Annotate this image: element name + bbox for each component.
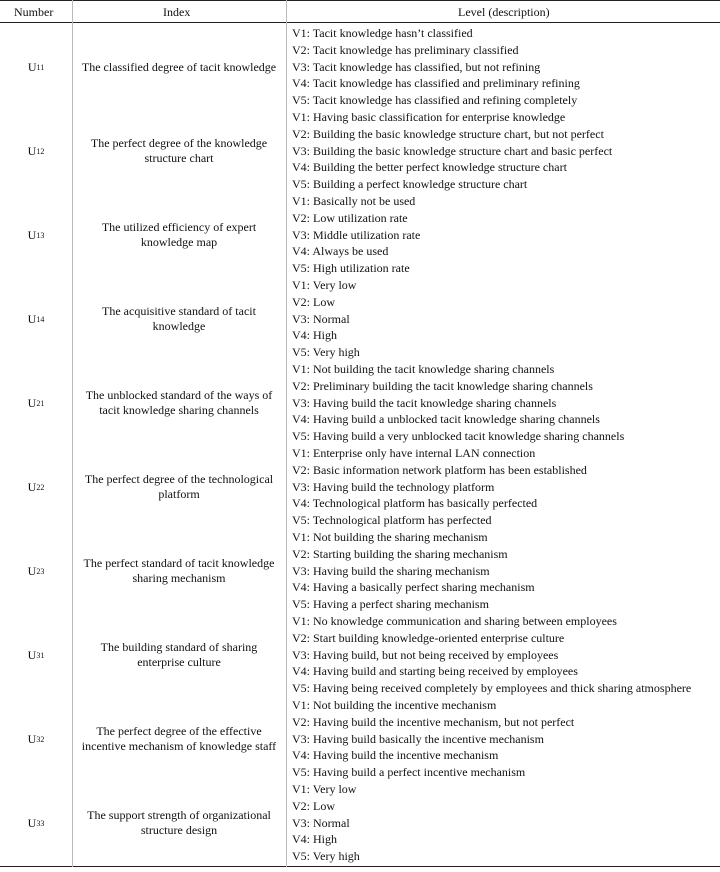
table-top-rule bbox=[0, 0, 720, 1]
row-number bbox=[0, 109, 72, 193]
header-index: Index bbox=[163, 5, 191, 19]
row-number-code: U bbox=[27, 647, 37, 662]
level-item: V3: Having build the sharing mechanism bbox=[292, 563, 490, 578]
row-number bbox=[0, 529, 72, 613]
level-item: V3: Building the basic knowledge structure chart and basic perfect bbox=[292, 143, 613, 158]
row-index: The acquisitive standard of tacit knowledge bbox=[102, 304, 256, 333]
level-list bbox=[292, 25, 718, 109]
row-number-code: U bbox=[27, 815, 37, 830]
row-number-subscript: 32 bbox=[36, 734, 45, 744]
table-row bbox=[0, 361, 720, 445]
table-header-rule bbox=[0, 22, 720, 23]
row-number-code: U bbox=[27, 311, 37, 326]
level-item: V3: Having build basically the incentive mechanism bbox=[292, 731, 544, 746]
level-item: V1: Enterprise only have internal LAN connection bbox=[292, 446, 536, 460]
level-item: V1: No knowledge communication and sharing between employees bbox=[292, 614, 617, 628]
table-row bbox=[0, 529, 720, 613]
level-item: V3: Having build the technology platform bbox=[292, 479, 495, 494]
level-item: V1: Very low bbox=[292, 278, 357, 292]
level-list bbox=[292, 277, 718, 361]
table-row bbox=[0, 445, 720, 529]
level-item: V4: Always be used bbox=[292, 244, 389, 259]
level-item: V2: Start building knowledge-oriented enterprise culture bbox=[292, 630, 565, 645]
level-item: V1: Having basic classification for enterprise knowledge bbox=[292, 110, 566, 124]
row-number bbox=[0, 361, 72, 445]
row-index: The classified degree of tacit knowledge bbox=[81, 59, 277, 74]
level-item: V3: Middle utilization rate bbox=[292, 227, 421, 242]
level-item: V2: Building the basic knowledge structure chart, but not perfect bbox=[292, 126, 604, 141]
header-number: Number bbox=[14, 5, 54, 19]
row-number-code: U bbox=[27, 479, 37, 494]
level-item: V4: Having build and starting being received by employees bbox=[292, 664, 578, 679]
level-item: V4: Having build the incentive mechanism bbox=[292, 748, 499, 763]
row-number bbox=[0, 781, 72, 865]
level-item: V5: Tacit knowledge has classified and refining completely bbox=[292, 93, 578, 108]
row-number bbox=[0, 445, 72, 529]
row-index: The perfect standard of tacit knowledge sharing mechanism bbox=[83, 556, 275, 585]
row-number bbox=[0, 613, 72, 697]
level-item: V3: Tacit knowledge has classified, but not refining bbox=[292, 59, 541, 74]
level-item: V5: Very high bbox=[292, 849, 360, 864]
table-row bbox=[0, 277, 720, 361]
level-item: V4: Building the better perfect knowledge structure chart bbox=[292, 160, 567, 175]
level-item: V5: Having build a very unblocked tacit knowledge sharing channels bbox=[292, 429, 625, 444]
level-item: V2: Low bbox=[292, 294, 335, 309]
table-row bbox=[0, 613, 720, 697]
level-item: V4: Having build a unblocked tacit knowledge sharing channels bbox=[292, 412, 600, 427]
level-item: V5: Technological platform has perfected bbox=[292, 513, 492, 528]
level-item: V5: Very high bbox=[292, 345, 360, 360]
level-item: V4: Technological platform has basically perfected bbox=[292, 496, 538, 511]
row-number-code: U bbox=[27, 563, 37, 578]
table-row bbox=[0, 193, 720, 277]
level-item: V4: Tacit knowledge has classified and preliminary refining bbox=[292, 76, 580, 91]
row-index: The utilized efficiency of expert knowledge map bbox=[101, 220, 257, 249]
row-index: The support strength of organizational structure design bbox=[87, 808, 271, 837]
row-index: The perfect degree of the technological platform bbox=[84, 472, 274, 501]
level-item: V2: Basic information network platform has been established bbox=[292, 462, 587, 477]
level-item: V2: Tacit knowledge has preliminary classified bbox=[292, 42, 519, 57]
level-item: V4: High bbox=[292, 832, 337, 847]
level-item: V1: Not building the tacit knowledge sharing channels bbox=[292, 362, 555, 376]
level-item: V5: Having build a perfect incentive mechanism bbox=[292, 765, 526, 780]
table-row bbox=[0, 781, 720, 865]
row-number-subscript: 13 bbox=[36, 230, 45, 240]
level-item: V5: Having a perfect sharing mechanism bbox=[292, 597, 489, 612]
level-list bbox=[292, 361, 718, 445]
level-list bbox=[292, 697, 718, 781]
level-item: V2: Starting building the sharing mechanism bbox=[292, 546, 508, 561]
row-number bbox=[0, 697, 72, 781]
row-index: The perfect degree of the effective incentive mechanism of knowledge staff bbox=[81, 724, 277, 753]
row-number-code: U bbox=[27, 59, 37, 74]
table-bottom-rule bbox=[0, 866, 720, 867]
row-index: The perfect degree of the knowledge structure chart bbox=[90, 136, 268, 165]
row-number-code: U bbox=[27, 227, 37, 242]
level-item: V4: Having a basically perfect sharing mechanism bbox=[292, 580, 535, 595]
level-list bbox=[292, 529, 718, 613]
level-item: V5: Building a perfect knowledge structure chart bbox=[292, 177, 528, 192]
row-number bbox=[0, 277, 72, 361]
level-item: V3: Having build, but not being received by employees bbox=[292, 647, 559, 662]
level-list bbox=[292, 781, 718, 865]
row-number-subscript: 14 bbox=[36, 314, 45, 324]
table-row bbox=[0, 697, 720, 781]
level-item: V3: Having build the tacit knowledge sharing channels bbox=[292, 395, 557, 410]
row-number-subscript: 11 bbox=[36, 62, 45, 72]
row-number-subscript: 31 bbox=[36, 650, 45, 660]
level-item: V2: Low bbox=[292, 798, 335, 813]
row-number-code: U bbox=[27, 395, 37, 410]
row-number-subscript: 33 bbox=[36, 818, 45, 828]
level-list bbox=[292, 445, 718, 529]
level-item: V2: Preliminary building the tacit knowledge sharing channels bbox=[292, 378, 593, 393]
row-number-code: U bbox=[27, 731, 37, 746]
level-item: V1: Basically not be used bbox=[292, 194, 416, 208]
level-list bbox=[292, 109, 718, 193]
row-index: The unblocked standard of the ways of tacit knowledge sharing channels bbox=[85, 388, 273, 417]
row-number-subscript: 21 bbox=[36, 398, 45, 408]
row-number-code: U bbox=[27, 143, 37, 158]
level-item: V2: Having build the incentive mechanism, but not perfect bbox=[292, 714, 575, 729]
level-item: V1: Tacit knowledge hasn’t classified bbox=[292, 26, 473, 40]
table-row bbox=[0, 109, 720, 193]
level-item: V1: Not building the incentive mechanism bbox=[292, 698, 497, 712]
table-row bbox=[0, 25, 720, 109]
row-index: The building standard of sharing enterprise culture bbox=[100, 640, 258, 669]
level-item: V3: Normal bbox=[292, 815, 350, 830]
level-item: V5: High utilization rate bbox=[292, 261, 410, 276]
level-item: V4: High bbox=[292, 328, 337, 343]
level-item: V2: Low utilization rate bbox=[292, 210, 408, 225]
header-level: Level (description) bbox=[458, 5, 550, 19]
level-item: V5: Having being received completely by employees and thick sharing atmosphere bbox=[292, 681, 692, 696]
level-item: V1: Very low bbox=[292, 782, 357, 796]
row-number-subscript: 22 bbox=[36, 482, 45, 492]
level-list bbox=[292, 193, 718, 277]
row-number-subscript: 23 bbox=[36, 566, 45, 576]
level-list bbox=[292, 613, 718, 697]
row-number bbox=[0, 25, 72, 109]
level-item: V1: Not building the sharing mechanism bbox=[292, 530, 488, 544]
row-number bbox=[0, 193, 72, 277]
row-number-subscript: 12 bbox=[36, 146, 45, 156]
level-item: V3: Normal bbox=[292, 311, 350, 326]
